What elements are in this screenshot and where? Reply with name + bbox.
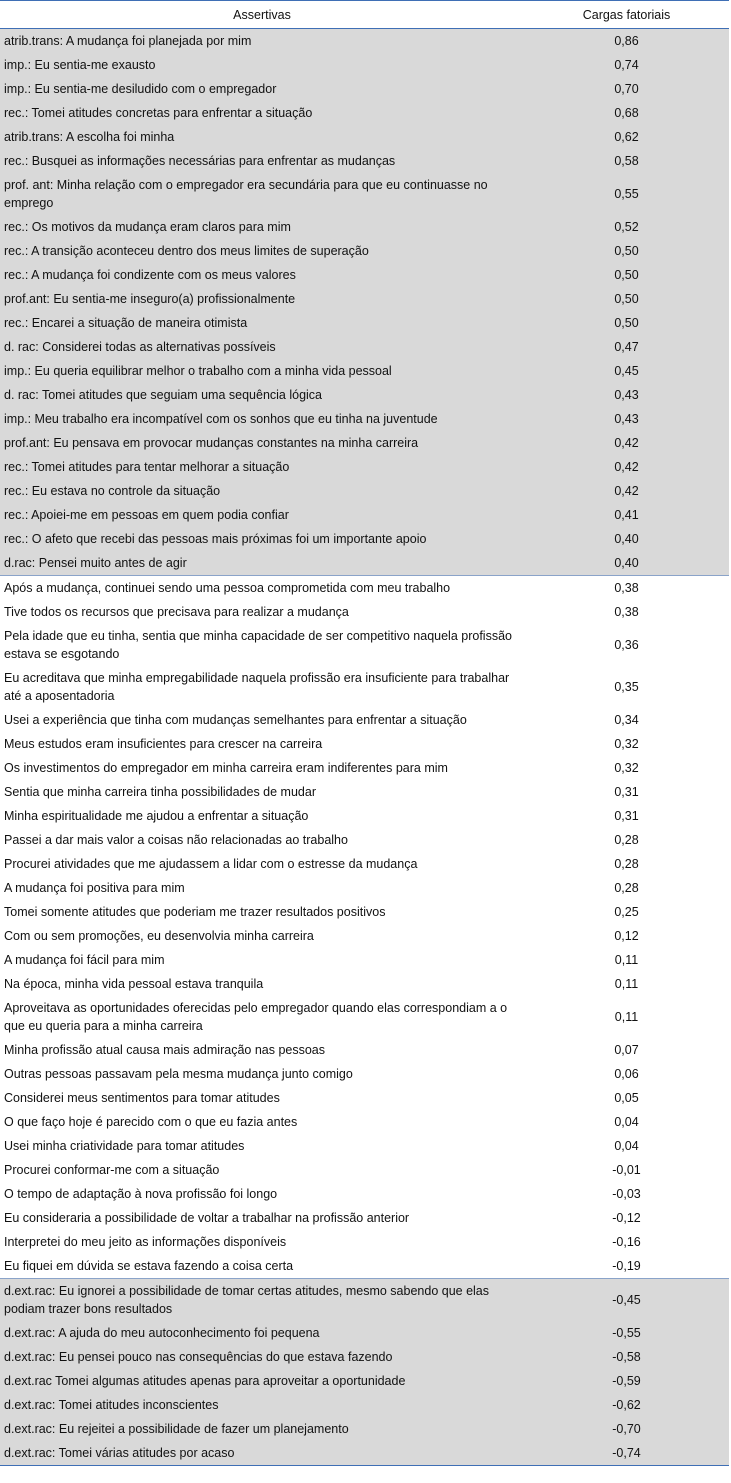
factor-loading-value: 0,55 xyxy=(524,173,729,215)
factor-loading-value: 0,47 xyxy=(524,335,729,359)
factor-loading-value: 0,52 xyxy=(524,215,729,239)
assertion-text: O que faço hoje é parecido com o que eu fazia antes xyxy=(0,1110,524,1134)
factor-loading-value: 0,25 xyxy=(524,900,729,924)
assertion-text: Eu acreditava que minha empregabilidade naquela profissão era insuficiente para trabalhar até a aposentadoria xyxy=(0,666,524,708)
factor-loading-value: 0,62 xyxy=(524,125,729,149)
factor-loading-value: -0,01 xyxy=(524,1158,729,1182)
table-header-row xyxy=(0,1,729,29)
assertion-text: d.ext.rac: Eu rejeitei a possibilidade de fazer um planejamento xyxy=(0,1417,524,1441)
assertion-text: rec.: Eu estava no controle da situação xyxy=(0,479,524,503)
table-row xyxy=(0,1254,729,1279)
factor-loading-value: 0,86 xyxy=(524,29,729,54)
factor-loading-value: 0,74 xyxy=(524,53,729,77)
assertion-text: d.ext.rac: Tomei várias atitudes por acaso xyxy=(0,1441,524,1466)
table-row xyxy=(0,383,729,407)
assertion-text: Pela idade que eu tinha, sentia que minha capacidade de ser competitivo naquela profissão estava se esgotando xyxy=(0,624,524,666)
table-row xyxy=(0,600,729,624)
table-row xyxy=(0,1279,729,1322)
assertion-text: rec.: Busquei as informações necessárias para enfrentar as mudanças xyxy=(0,149,524,173)
factor-loading-value: 0,11 xyxy=(524,948,729,972)
factor-loading-value: 0,05 xyxy=(524,1086,729,1110)
table-row xyxy=(0,173,729,215)
factor-loading-value: 0,45 xyxy=(524,359,729,383)
assertion-text: imp.: Meu trabalho era incompatível com os sonhos que eu tinha na juventude xyxy=(0,407,524,431)
table-row xyxy=(0,431,729,455)
factor-loading-value: 0,28 xyxy=(524,852,729,876)
factor-loading-value: 0,42 xyxy=(524,431,729,455)
factor-loading-value: -0,45 xyxy=(524,1279,729,1322)
factor-loading-value: 0,06 xyxy=(524,1062,729,1086)
assertion-text: d.ext.rac: Eu ignorei a possibilidade de tomar certas atitudes, mesmo sabendo que elas podiam trazer bons resultados xyxy=(0,1279,524,1322)
factor-loading-value: 0,28 xyxy=(524,828,729,852)
factor-loading-value: 0,50 xyxy=(524,263,729,287)
assertion-text: O tempo de adaptação à nova profissão foi longo xyxy=(0,1182,524,1206)
table-row xyxy=(0,407,729,431)
factor-loading-value: 0,42 xyxy=(524,479,729,503)
table-row xyxy=(0,1417,729,1441)
factor-loading-value: 0,34 xyxy=(524,708,729,732)
assertion-text: Com ou sem promoções, eu desenvolvia minha carreira xyxy=(0,924,524,948)
table-row xyxy=(0,780,729,804)
factor-loading-value: -0,55 xyxy=(524,1321,729,1345)
assertion-text: prof.ant: Eu pensava em provocar mudanças constantes na minha carreira xyxy=(0,431,524,455)
factor-loading-value: 0,43 xyxy=(524,407,729,431)
assertion-text: Meus estudos eram insuficientes para crescer na carreira xyxy=(0,732,524,756)
assertion-text: Aproveitava as oportunidades oferecidas pelo empregador quando elas correspondiam a o que eu queria para a minha carreira xyxy=(0,996,524,1038)
factor-loading-value: -0,19 xyxy=(524,1254,729,1279)
factor-loading-value: 0,70 xyxy=(524,77,729,101)
factor-loading-value: 0,11 xyxy=(524,972,729,996)
factor-loading-value: 0,50 xyxy=(524,239,729,263)
assertion-text: rec.: A transição aconteceu dentro dos meus limites de superação xyxy=(0,239,524,263)
table-row xyxy=(0,215,729,239)
assertion-text: rec.: Os motivos da mudança eram claros para mim xyxy=(0,215,524,239)
assertion-text: Procurei atividades que me ajudassem a lidar com o estresse da mudança xyxy=(0,852,524,876)
assertion-text: Passei a dar mais valor a coisas não relacionadas ao trabalho xyxy=(0,828,524,852)
factor-loading-value: 0,35 xyxy=(524,666,729,708)
table-row xyxy=(0,53,729,77)
assertion-text: rec.: Apoiei-me em pessoas em quem podia confiar xyxy=(0,503,524,527)
factor-loading-value: 0,28 xyxy=(524,876,729,900)
assertion-text: imp.: Eu queria equilibrar melhor o trabalho com a minha vida pessoal xyxy=(0,359,524,383)
assertion-text: rec.: Tomei atitudes concretas para enfrentar a situação xyxy=(0,101,524,125)
table-row xyxy=(0,1393,729,1417)
factor-loading-value: 0,42 xyxy=(524,455,729,479)
table-row xyxy=(0,1110,729,1134)
factor-loading-value: -0,12 xyxy=(524,1206,729,1230)
table-row xyxy=(0,479,729,503)
factor-loading-value: -0,74 xyxy=(524,1441,729,1466)
factor-loading-value: 0,04 xyxy=(524,1134,729,1158)
assertion-text: Usei minha criatividade para tomar atitudes xyxy=(0,1134,524,1158)
assertion-text: Tomei somente atitudes que poderiam me trazer resultados positivos xyxy=(0,900,524,924)
assertion-text: atrib.trans: A escolha foi minha xyxy=(0,125,524,149)
table-row xyxy=(0,335,729,359)
assertion-text: d. rac: Tomei atitudes que seguiam uma sequência lógica xyxy=(0,383,524,407)
table-row xyxy=(0,1134,729,1158)
assertion-text: rec.: A mudança foi condizente com os meus valores xyxy=(0,263,524,287)
table-row xyxy=(0,666,729,708)
table-row xyxy=(0,1086,729,1110)
header-assertivas: Assertivas xyxy=(0,1,524,29)
assertion-text: atrib.trans: A mudança foi planejada por mim xyxy=(0,29,524,54)
table-row xyxy=(0,1321,729,1345)
factor-loading-value: -0,70 xyxy=(524,1417,729,1441)
factor-loading-value: 0,68 xyxy=(524,101,729,125)
table-row xyxy=(0,756,729,780)
table-row xyxy=(0,624,729,666)
factor-loading-value: 0,12 xyxy=(524,924,729,948)
assertion-text: d.ext.rac: A ajuda do meu autoconhecimento foi pequena xyxy=(0,1321,524,1345)
table-row xyxy=(0,948,729,972)
table-row xyxy=(0,732,729,756)
table-row xyxy=(0,1182,729,1206)
table-row xyxy=(0,996,729,1038)
assertion-text: rec.: O afeto que recebi das pessoas mais próximas foi um importante apoio xyxy=(0,527,524,551)
assertion-text: A mudança foi positiva para mim xyxy=(0,876,524,900)
table-row xyxy=(0,876,729,900)
assertion-text: Outras pessoas passavam pela mesma mudança junto comigo xyxy=(0,1062,524,1086)
table-row xyxy=(0,1206,729,1230)
factor-loading-value: 0,50 xyxy=(524,311,729,335)
table-row xyxy=(0,1369,729,1393)
table-row xyxy=(0,359,729,383)
assertion-text: Tive todos os recursos que precisava para realizar a mudança xyxy=(0,600,524,624)
table-row xyxy=(0,263,729,287)
assertion-text: Eu fiquei em dúvida se estava fazendo a coisa certa xyxy=(0,1254,524,1279)
table-row xyxy=(0,101,729,125)
assertion-text: Minha espiritualidade me ajudou a enfrentar a situação xyxy=(0,804,524,828)
table-row xyxy=(0,900,729,924)
table-row xyxy=(0,125,729,149)
table-row xyxy=(0,77,729,101)
assertion-text: Os investimentos do empregador em minha carreira eram indiferentes para mim xyxy=(0,756,524,780)
table-body xyxy=(0,29,729,1466)
factor-loading-value: 0,36 xyxy=(524,624,729,666)
assertion-text: prof. ant: Minha relação com o empregador era secundária para que eu continuasse no emprego xyxy=(0,173,524,215)
factor-loading-value: 0,40 xyxy=(524,527,729,551)
table-row xyxy=(0,804,729,828)
table-row xyxy=(0,1441,729,1466)
factor-loading-value: 0,32 xyxy=(524,756,729,780)
assertion-text: Procurei conformar-me com a situação xyxy=(0,1158,524,1182)
factor-loading-value: 0,58 xyxy=(524,149,729,173)
table-row xyxy=(0,576,729,601)
assertion-text: Sentia que minha carreira tinha possibilidades de mudar xyxy=(0,780,524,804)
table-row xyxy=(0,1062,729,1086)
table-row xyxy=(0,455,729,479)
assertion-text: Minha profissão atual causa mais admiração nas pessoas xyxy=(0,1038,524,1062)
assertion-text: d. rac: Considerei todas as alternativas possíveis xyxy=(0,335,524,359)
factor-loading-value: -0,03 xyxy=(524,1182,729,1206)
table-row xyxy=(0,852,729,876)
factor-loading-value: 0,41 xyxy=(524,503,729,527)
table-row xyxy=(0,924,729,948)
factor-loading-value: -0,59 xyxy=(524,1369,729,1393)
assertion-text: Interpretei do meu jeito as informações disponíveis xyxy=(0,1230,524,1254)
factor-loading-value: 0,11 xyxy=(524,996,729,1038)
table-row xyxy=(0,1230,729,1254)
table-row xyxy=(0,149,729,173)
table-row xyxy=(0,311,729,335)
table-row xyxy=(0,1158,729,1182)
assertion-text: imp.: Eu sentia-me exausto xyxy=(0,53,524,77)
factor-loading-value: 0,07 xyxy=(524,1038,729,1062)
factor-loading-value: 0,31 xyxy=(524,780,729,804)
factor-loading-value: 0,50 xyxy=(524,287,729,311)
factor-loading-value: 0,38 xyxy=(524,576,729,601)
factor-loading-value: 0,43 xyxy=(524,383,729,407)
table-row xyxy=(0,527,729,551)
assertion-text: d.ext.rac Tomei algumas atitudes apenas para aproveitar a oportunidade xyxy=(0,1369,524,1393)
assertion-text: prof.ant: Eu sentia-me inseguro(a) profissionalmente xyxy=(0,287,524,311)
assertion-text: Na época, minha vida pessoal estava tranquila xyxy=(0,972,524,996)
assertion-text: imp.: Eu sentia-me desiludido com o empregador xyxy=(0,77,524,101)
factor-loading-value: 0,38 xyxy=(524,600,729,624)
factor-loading-value: -0,16 xyxy=(524,1230,729,1254)
factor-loading-value: 0,40 xyxy=(524,551,729,576)
table-row xyxy=(0,503,729,527)
assertion-text: rec.: Encarei a situação de maneira otimista xyxy=(0,311,524,335)
assertion-text: A mudança foi fácil para mim xyxy=(0,948,524,972)
assertion-text: Considerei meus sentimentos para tomar atitudes xyxy=(0,1086,524,1110)
table-row xyxy=(0,239,729,263)
table-row xyxy=(0,1038,729,1062)
assertion-text: d.ext.rac: Eu pensei pouco nas consequências do que estava fazendo xyxy=(0,1345,524,1369)
assertion-text: d.rac: Pensei muito antes de agir xyxy=(0,551,524,576)
table-row xyxy=(0,287,729,311)
header-cargas-fatoriais: Cargas fatoriais xyxy=(524,1,729,29)
assertion-text: Usei a experiência que tinha com mudanças semelhantes para enfrentar a situação xyxy=(0,708,524,732)
factor-loading-value: 0,32 xyxy=(524,732,729,756)
table-row xyxy=(0,551,729,576)
assertion-text: Após a mudança, continuei sendo uma pessoa comprometida com meu trabalho xyxy=(0,576,524,601)
table-row xyxy=(0,29,729,54)
factor-loading-value: 0,04 xyxy=(524,1110,729,1134)
table-row xyxy=(0,828,729,852)
factor-loading-value: -0,62 xyxy=(524,1393,729,1417)
table-row xyxy=(0,972,729,996)
assertion-text: rec.: Tomei atitudes para tentar melhorar a situação xyxy=(0,455,524,479)
factor-loading-value: 0,31 xyxy=(524,804,729,828)
assertion-text: d.ext.rac: Tomei atitudes inconscientes xyxy=(0,1393,524,1417)
table-row xyxy=(0,708,729,732)
table-row xyxy=(0,1345,729,1369)
factor-loading-value: -0,58 xyxy=(524,1345,729,1369)
assertion-text: Eu consideraria a possibilidade de voltar a trabalhar na profissão anterior xyxy=(0,1206,524,1230)
